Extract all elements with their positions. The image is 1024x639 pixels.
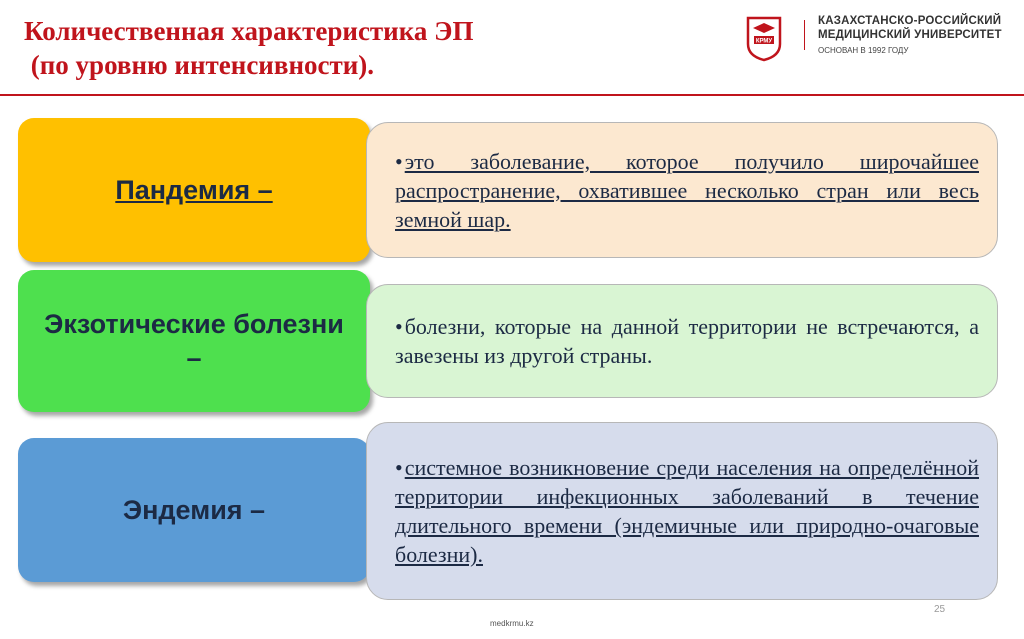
- footer-site: medkrmu.kz: [490, 619, 534, 628]
- definition-text: [395, 312, 979, 370]
- title-line-1: Количественная характеристика ЭП: [24, 16, 474, 46]
- logo-text: КРМУ: [755, 38, 773, 45]
- definition-content: это заболевание, которое получило широчайшее распространение, охватившее несколько стран или весь земной шар.: [395, 148, 979, 232]
- term-box-exotic: [18, 270, 370, 412]
- bullet: •: [395, 455, 403, 480]
- term-box-pandemic: [18, 118, 370, 262]
- university-name: [818, 14, 1002, 57]
- bullet: •: [395, 148, 403, 174]
- page-number: 25: [934, 604, 946, 615]
- logo-divider: [804, 20, 805, 50]
- term-label: Эндемия –: [122, 495, 266, 525]
- definition-text: [395, 147, 979, 234]
- definition-text: [395, 453, 979, 569]
- university-name-line-2: МЕДИЦИНСКИЙ УНИВЕРСИТЕТ: [818, 29, 1002, 41]
- term-box-endemic: [18, 438, 370, 582]
- university-name-line-1: КАЗАХСТАНСКО-РОССИЙСКИЙ: [818, 15, 1002, 27]
- title-line-2: (по уровню интенсивности).: [24, 50, 375, 80]
- term-label: Экзотические болезни –: [44, 309, 344, 373]
- bullet: •: [395, 314, 403, 339]
- term-label: Пандемия –: [115, 175, 273, 205]
- definition-content: системное возникновение среди населения на определённой территории инфекционных заболеваний в течение длительного времени (эндемичные или природно-очаговые болезни).: [395, 455, 979, 567]
- university-logo: [744, 14, 784, 62]
- definition-box-exotic: [366, 284, 998, 398]
- university-founded: ОСНОВАН В 1992 ГОДУ: [818, 46, 909, 55]
- definition-box-endemic: [366, 422, 998, 600]
- definition-box-pandemic: [366, 122, 998, 258]
- definition-content: болезни, которые на данной территории не встречаются, а завезены из другой страны.: [395, 314, 979, 368]
- slide-title: [24, 14, 473, 82]
- header-rule: [0, 94, 1024, 96]
